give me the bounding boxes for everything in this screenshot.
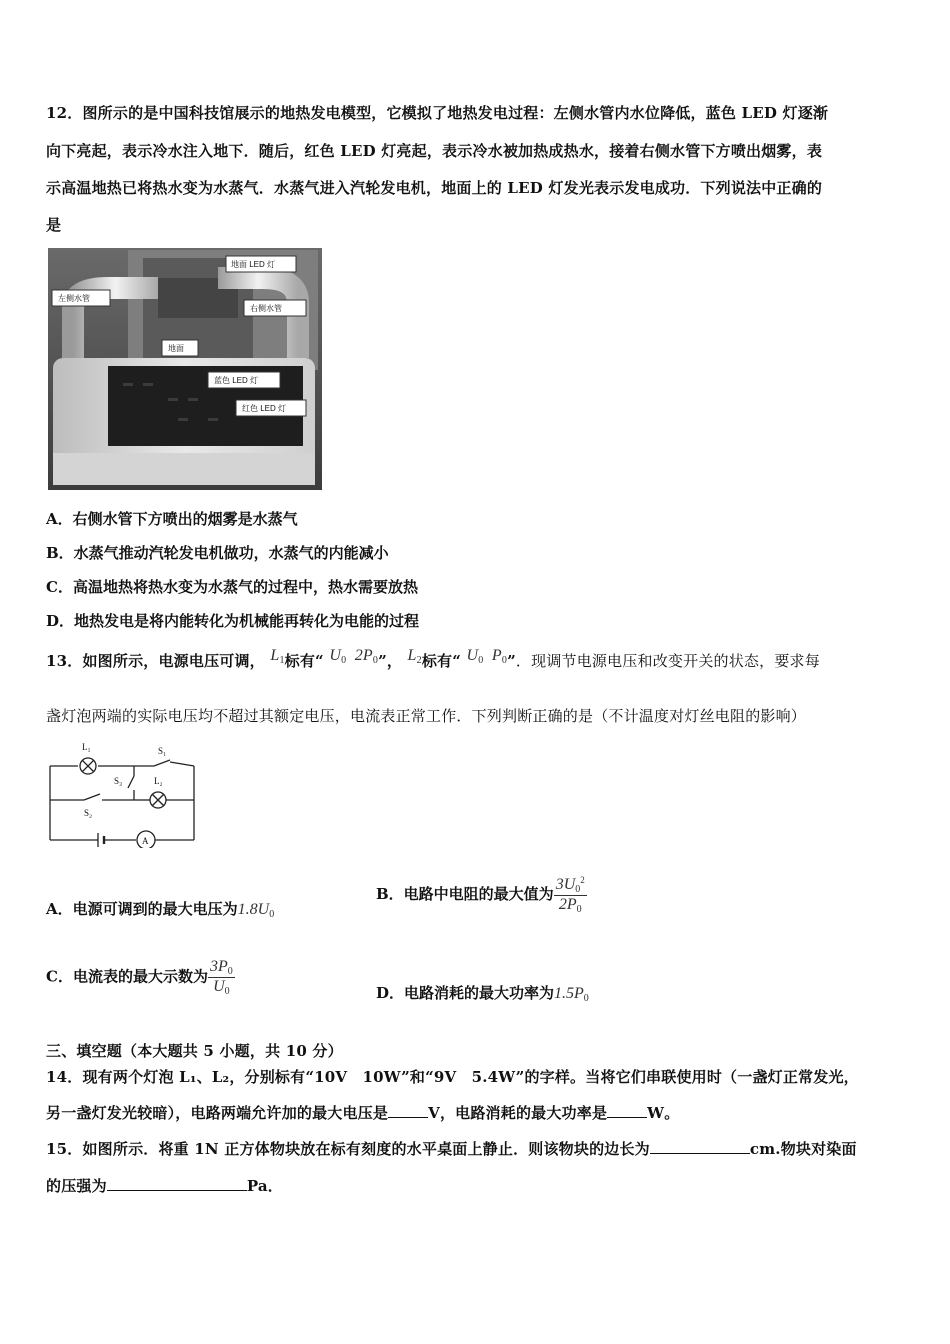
label-ground-led: 地面 LED 灯 (231, 260, 276, 269)
q13-mark-2: 标有 (421, 652, 453, 670)
label-right-pipe: 右侧水管 (250, 304, 282, 313)
q13-c-den-sub: 0 (224, 986, 230, 997)
q13-d-sub: 0 (583, 993, 589, 1004)
q13-c-num: 3P (209, 958, 228, 975)
q13-b-fraction (554, 875, 587, 915)
q13-b-den: 2P (558, 896, 577, 913)
q13-suffix: ．现调节电源电压和改变开关的状态，要求每 (515, 652, 820, 670)
label-s1: S₁ (158, 746, 167, 756)
q13-b-num-sub: 0 (575, 884, 581, 895)
section-3-heading: 三、填空题（本大题共 5 小题，共 10 分） (46, 1042, 343, 1060)
p0-sub-1: 0 (372, 655, 379, 666)
quote-close-2: ” (507, 652, 516, 670)
q15-blank-length[interactable] (650, 1153, 750, 1154)
q13-c-num-sub: 0 (227, 966, 233, 977)
q13-line1 (46, 647, 820, 672)
q13-option-b (376, 875, 587, 915)
label-left-pipe: 左侧水管 (58, 294, 90, 303)
label-red-led: 红色 LED 灯 (242, 404, 287, 413)
q14-blank-voltage[interactable] (388, 1117, 428, 1118)
quote-open-2: “ (452, 652, 462, 670)
label-l1: L₁ (82, 742, 91, 752)
quote-close-1: ” (378, 652, 387, 670)
circuit-diagram (44, 738, 204, 848)
q15-line1-b: cm.物块对染面 (749, 1140, 857, 1158)
l2-symbol: L (407, 647, 417, 664)
q14-line1: 14．现有两个灯泡 L₁、L₂，分别标有“10V 10W”和“9V 5.4W”的字样。当将它们串联使用时（一盏灯正常发光， (46, 1068, 859, 1086)
l2-subscript: 2 (416, 655, 422, 666)
u0-sub-2: 0 (478, 655, 484, 666)
q12-line1: 12．图所示的是中国科技馆展示的地热发电模型，它模拟了地热发电过程：左侧水管内水位降低，蓝色 LED 灯逐渐 (46, 104, 829, 122)
q12-line3: 示高温地热已将热水变为水蒸气．水蒸气进入汽轮发电机，地面上的 LED 灯发光表示发电成功．下列说法中正确的 (46, 179, 823, 197)
q12-option-d: D．地热发电是将内能转化为机械能再转化为电能的过程 (46, 612, 420, 630)
q13-a-math: 1.8U (237, 901, 270, 918)
u0-symbol-2: U (466, 647, 479, 664)
q13-sep: ， (386, 652, 403, 670)
l1-subscript: 1 (279, 655, 285, 666)
q14-line2 (46, 1102, 679, 1123)
q13-d-math: 1.5P (554, 985, 584, 1002)
geothermal-model-photo (48, 248, 322, 490)
l1-symbol: L (270, 647, 280, 664)
quote-open-1: “ (315, 652, 324, 670)
q12-option-b: B．水蒸气推动汽轮发电机做功，水蒸气的内能减小 (46, 544, 389, 562)
q12-line2: 向下亮起，表示冷水注入地下．随后，红色 LED 灯亮起，表示冷水被加热成热水，接着右侧水管下方喷出烟雾，表 (46, 142, 823, 160)
q13-c-text: C．电流表的最大示数为 (46, 967, 208, 986)
q13-mark-1: 标有 (284, 652, 316, 670)
q14-line2-b: V，电路消耗的最大功率是 (428, 1104, 608, 1122)
q13-a-text: A．电源可调到的最大电压为 (46, 900, 238, 918)
q13-line2: 盏灯泡两端的实际电压均不超过其额定电压，电流表正常工作．下列判断正确的是（不计温度对灯丝电阻的影响） (46, 707, 807, 725)
q15-line2-b: Pa． (246, 1177, 284, 1195)
q12-option-a: A．右侧水管下方喷出的烟雾是水蒸气 (46, 510, 298, 528)
label-blue-led: 蓝色 LED 灯 (214, 376, 259, 385)
label-ammeter: A (142, 836, 149, 846)
q13-option-a (46, 898, 274, 920)
q13-b-num: 3U (555, 876, 576, 893)
q15-line1-a: 15．如图所示．将重 1N 正方体物块放在标有刻度的水平桌面上静止．则该物块的边长为 (46, 1140, 650, 1158)
p0-sub-2: 0 (501, 655, 508, 666)
q14-blank-power[interactable] (607, 1117, 647, 1118)
label-ground: 地面 (168, 344, 184, 353)
q15-line2 (46, 1175, 283, 1196)
label-l2: L₂ (154, 776, 163, 786)
u0-symbol-1: U (329, 647, 342, 664)
q13-option-d (376, 982, 589, 1004)
q13-b-sup: 2 (580, 875, 585, 885)
q14-line2-c: W。 (647, 1104, 680, 1122)
q12-line4: 是 (46, 216, 62, 234)
p0-2: 2P (354, 647, 373, 664)
q15-line1 (46, 1138, 857, 1159)
q13-d-text: D．电路消耗的最大功率为 (376, 984, 555, 1002)
q13-prefix: 13．如图所示，电源电压可调， (46, 652, 265, 670)
q12-option-c: C．高温地热将热水变为水蒸气的过程中，热水需要放热 (46, 578, 418, 596)
q15-line2-a: 的压强为 (46, 1177, 107, 1195)
label-s2: S₂ (84, 808, 93, 818)
q13-option-c (46, 958, 235, 997)
q13-b-text: B．电路中电阻的最大值为 (376, 885, 554, 903)
p0-1: P (491, 647, 502, 664)
q14-line2-a: 另一盏灯发光较暗），电路两端允许加的最大电压是 (46, 1104, 389, 1122)
q13-c-den: U (213, 978, 225, 995)
q13-c-fraction (208, 958, 235, 997)
q13-b-den-sub: 0 (576, 904, 582, 915)
q13-a-sub: 0 (269, 909, 275, 920)
u0-sub-1: 0 (341, 655, 347, 666)
q15-blank-pressure[interactable] (107, 1190, 247, 1191)
label-s3: S₃ (114, 776, 123, 786)
